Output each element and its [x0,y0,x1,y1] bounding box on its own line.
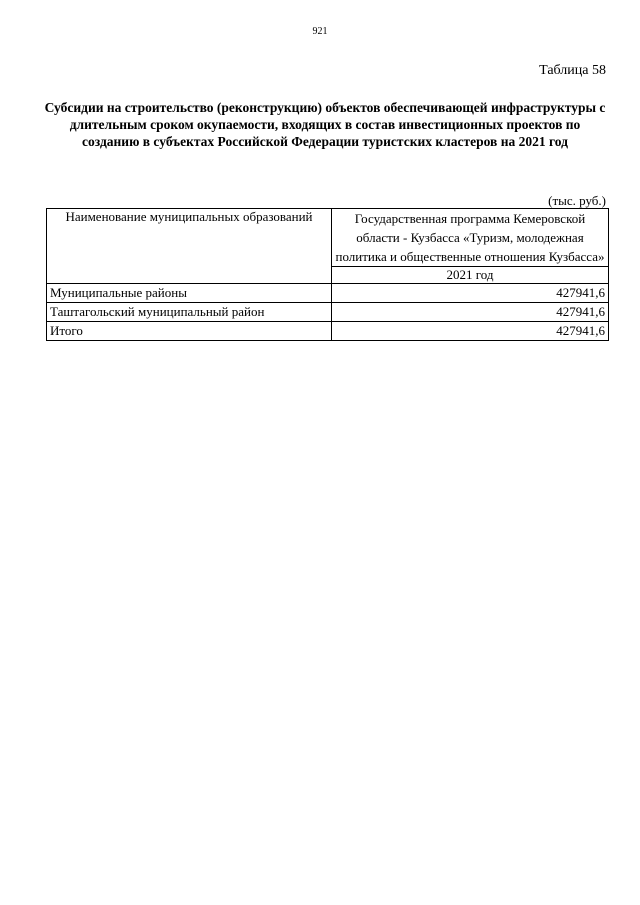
table-label: Таблица 58 [539,63,606,78]
row-name: Таштагольский муниципальный район [47,303,332,322]
units-label: (тыс. руб.) [548,193,606,208]
document-title: Субсидии на строительство (реконструкцию) объектов обеспечивающей инфраструктуры с длительным сроком окупаемости, входящих в состав инвестиционных проектов по созданию в субъектах Российской Федерации туристских кластеров на 2021 год [44,100,606,149]
row-value: 427941,6 [332,322,609,341]
table-row [47,303,609,322]
column-header-name: Наименование муниципальных образований [47,209,332,284]
row-value: 427941,6 [332,284,609,303]
subsidies-table [46,208,609,341]
row-value: 427941,6 [332,303,609,322]
table-row-total [47,322,609,341]
column-header-year: 2021 год [332,267,609,284]
page-number: 921 [312,26,328,37]
row-name: Итого [47,322,332,341]
table-row [47,284,609,303]
column-header-program: Государственная программа Кемеровской области - Кузбасса «Туризм, молодежная политика и общественные отношения Кузбасса» [332,209,609,267]
table-header-row [47,209,609,267]
row-name: Муниципальные районы [47,284,332,303]
